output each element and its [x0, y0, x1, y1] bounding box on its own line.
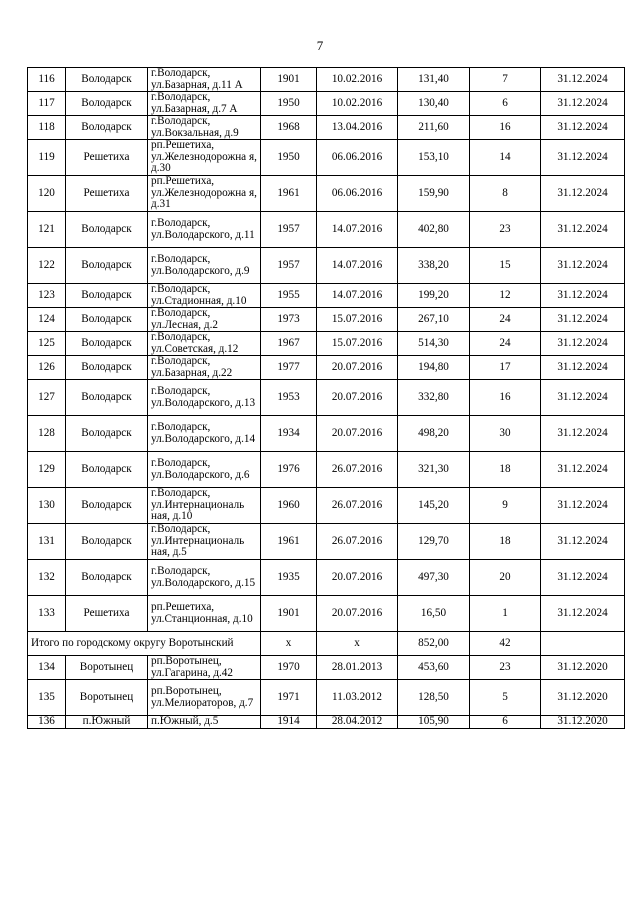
table-row	[28, 248, 625, 284]
total-deadline	[541, 632, 625, 656]
row-year: 1957	[261, 212, 317, 248]
row-area: 211,60	[398, 116, 470, 140]
row-residents: 24	[470, 332, 541, 356]
row-area: 131,40	[398, 68, 470, 92]
row-deadline: 31.12.2024	[541, 560, 625, 596]
total-date: х	[317, 632, 398, 656]
row-number: 118	[28, 116, 66, 140]
row-deadline: 31.12.2024	[541, 140, 625, 176]
row-deadline: 31.12.2024	[541, 212, 625, 248]
row-date: 13.04.2016	[317, 116, 398, 140]
row-locality: Володарск	[66, 332, 148, 356]
row-deadline: 31.12.2024	[541, 356, 625, 380]
row-area: 321,30	[398, 452, 470, 488]
row-address: г.Володарск, ул.Базарная, д.11 А	[148, 68, 261, 92]
row-deadline: 31.12.2024	[541, 596, 625, 632]
row-date: 28.01.2013	[317, 656, 398, 680]
row-year: 1967	[261, 332, 317, 356]
row-locality: Решетиха	[66, 140, 148, 176]
row-year: 1955	[261, 284, 317, 308]
row-number: 122	[28, 248, 66, 284]
row-residents: 6	[470, 716, 541, 729]
row-area: 332,80	[398, 380, 470, 416]
row-locality: Володарск	[66, 284, 148, 308]
table-row	[28, 416, 625, 452]
row-deadline: 31.12.2024	[541, 452, 625, 488]
row-address: рп.Решетиха, ул.Железнодорожна я, д.30	[148, 140, 261, 176]
row-address: п.Южный, д.5	[148, 716, 261, 729]
row-year: 1901	[261, 596, 317, 632]
row-locality: Володарск	[66, 452, 148, 488]
row-area: 199,20	[398, 284, 470, 308]
row-area: 128,50	[398, 680, 470, 716]
page-number: 7	[316, 38, 324, 53]
row-residents: 5	[470, 680, 541, 716]
row-deadline: 31.12.2024	[541, 116, 625, 140]
row-area: 402,80	[398, 212, 470, 248]
table-row	[28, 116, 625, 140]
row-deadline: 31.12.2024	[541, 488, 625, 524]
total-label: Итого по городскому округу Воротынский	[28, 632, 261, 656]
row-area: 267,10	[398, 308, 470, 332]
row-number: 136	[28, 716, 66, 729]
row-deadline: 31.12.2024	[541, 284, 625, 308]
row-number: 131	[28, 524, 66, 560]
row-date: 20.07.2016	[317, 380, 398, 416]
row-year: 1968	[261, 116, 317, 140]
row-address: г.Володарск, ул.Лесная, д.2	[148, 308, 261, 332]
row-year: 1950	[261, 92, 317, 116]
row-year: 1960	[261, 488, 317, 524]
row-residents: 16	[470, 380, 541, 416]
row-date: 14.07.2016	[317, 284, 398, 308]
row-date: 14.07.2016	[317, 212, 398, 248]
row-year: 1961	[261, 524, 317, 560]
row-number: 129	[28, 452, 66, 488]
row-locality: Воротынец	[66, 656, 148, 680]
row-number: 121	[28, 212, 66, 248]
table-row	[28, 656, 625, 680]
row-deadline: 31.12.2024	[541, 248, 625, 284]
row-year: 1953	[261, 380, 317, 416]
row-address: г.Володарск, ул.Володарского, д.14	[148, 416, 261, 452]
row-date: 06.06.2016	[317, 176, 398, 212]
row-residents: 7	[470, 68, 541, 92]
table-row	[28, 68, 625, 92]
row-locality: Решетиха	[66, 176, 148, 212]
row-date: 14.07.2016	[317, 248, 398, 284]
row-year: 1973	[261, 308, 317, 332]
row-locality: Володарск	[66, 68, 148, 92]
row-number: 133	[28, 596, 66, 632]
row-locality: Володарск	[66, 212, 148, 248]
table-row	[28, 212, 625, 248]
row-year: 1971	[261, 680, 317, 716]
row-number: 130	[28, 488, 66, 524]
row-deadline: 31.12.2020	[541, 680, 625, 716]
row-year: 1934	[261, 416, 317, 452]
table-total	[28, 632, 625, 656]
row-date: 10.02.2016	[317, 92, 398, 116]
row-date: 20.07.2016	[317, 560, 398, 596]
row-deadline: 31.12.2024	[541, 176, 625, 212]
row-residents: 9	[470, 488, 541, 524]
row-year: 1970	[261, 656, 317, 680]
row-address: рп.Воротынец, ул.Мелиораторов, д.7	[148, 680, 261, 716]
row-date: 20.07.2016	[317, 596, 398, 632]
row-deadline: 31.12.2024	[541, 332, 625, 356]
row-year: 1950	[261, 140, 317, 176]
row-address: г.Володарск, ул.Володарского, д.9	[148, 248, 261, 284]
row-area: 514,30	[398, 332, 470, 356]
row-area: 153,10	[398, 140, 470, 176]
housing-register-table	[27, 67, 625, 729]
row-number: 119	[28, 140, 66, 176]
row-address: г.Володарск, ул.Советская, д.12	[148, 332, 261, 356]
row-deadline: 31.12.2024	[541, 308, 625, 332]
row-address: г.Володарск, ул.Базарная, д.7 А	[148, 92, 261, 116]
row-residents: 18	[470, 452, 541, 488]
row-date: 26.07.2016	[317, 488, 398, 524]
row-number: 116	[28, 68, 66, 92]
row-deadline: 31.12.2024	[541, 92, 625, 116]
row-area: 453,60	[398, 656, 470, 680]
row-date: 06.06.2016	[317, 140, 398, 176]
table-row	[28, 524, 625, 560]
row-address: рп.Решетиха, ул.Железнодорожна я, д.31	[148, 176, 261, 212]
row-number: 135	[28, 680, 66, 716]
table-row	[28, 488, 625, 524]
row-deadline: 31.12.2024	[541, 380, 625, 416]
row-locality: Володарск	[66, 380, 148, 416]
row-number: 117	[28, 92, 66, 116]
row-locality: Воротынец	[66, 680, 148, 716]
row-year: 1914	[261, 716, 317, 729]
row-residents: 15	[470, 248, 541, 284]
row-area: 498,20	[398, 416, 470, 452]
row-residents: 14	[470, 140, 541, 176]
table-row	[28, 560, 625, 596]
table-body-main	[28, 68, 625, 632]
table-row	[28, 176, 625, 212]
row-deadline: 31.12.2020	[541, 656, 625, 680]
row-residents: 12	[470, 284, 541, 308]
table-body-secondary	[28, 656, 625, 729]
row-number: 124	[28, 308, 66, 332]
row-address: г.Володарск, ул.Стадионная, д.10	[148, 284, 261, 308]
row-area: 16,50	[398, 596, 470, 632]
row-locality: Решетиха	[66, 596, 148, 632]
row-locality: Володарск	[66, 308, 148, 332]
row-year: 1957	[261, 248, 317, 284]
row-number: 128	[28, 416, 66, 452]
row-area: 105,90	[398, 716, 470, 729]
row-number: 127	[28, 380, 66, 416]
row-area: 194,80	[398, 356, 470, 380]
row-locality: Володарск	[66, 560, 148, 596]
row-address: рп.Решетиха, ул.Станционная, д.10	[148, 596, 261, 632]
total-area: 852,00	[398, 632, 470, 656]
row-area: 129,70	[398, 524, 470, 560]
row-date: 20.07.2016	[317, 416, 398, 452]
row-residents: 20	[470, 560, 541, 596]
row-deadline: 31.12.2020	[541, 716, 625, 729]
table-row	[28, 140, 625, 176]
row-number: 132	[28, 560, 66, 596]
row-residents: 16	[470, 116, 541, 140]
row-address: г.Володарск, ул.Володарского, д.11	[148, 212, 261, 248]
table-row	[28, 452, 625, 488]
row-date: 28.04.2012	[317, 716, 398, 729]
row-deadline: 31.12.2024	[541, 68, 625, 92]
row-address: г.Володарск, ул.Володарского, д.6	[148, 452, 261, 488]
table-row	[28, 284, 625, 308]
row-area: 497,30	[398, 560, 470, 596]
row-address: г.Володарск, ул.Интернациональ ная, д.5	[148, 524, 261, 560]
row-address: г.Володарск, ул.Базарная, д.22	[148, 356, 261, 380]
row-residents: 24	[470, 308, 541, 332]
row-residents: 17	[470, 356, 541, 380]
row-number: 120	[28, 176, 66, 212]
row-residents: 6	[470, 92, 541, 116]
total-row	[28, 632, 625, 656]
row-area: 145,20	[398, 488, 470, 524]
row-area: 159,90	[398, 176, 470, 212]
row-residents: 23	[470, 212, 541, 248]
row-deadline: 31.12.2024	[541, 416, 625, 452]
table-row	[28, 680, 625, 716]
row-address: г.Володарск, ул.Вокзальная, д.9	[148, 116, 261, 140]
row-locality: Володарск	[66, 116, 148, 140]
table-row	[28, 596, 625, 632]
row-year: 1901	[261, 68, 317, 92]
row-residents: 8	[470, 176, 541, 212]
row-locality: Володарск	[66, 416, 148, 452]
row-date: 15.07.2016	[317, 308, 398, 332]
row-residents: 30	[470, 416, 541, 452]
row-date: 15.07.2016	[317, 332, 398, 356]
row-locality: Володарск	[66, 356, 148, 380]
table-row	[28, 356, 625, 380]
row-residents: 18	[470, 524, 541, 560]
total-count: 42	[470, 632, 541, 656]
row-number: 134	[28, 656, 66, 680]
row-date: 11.03.2012	[317, 680, 398, 716]
table-row	[28, 332, 625, 356]
row-date: 20.07.2016	[317, 356, 398, 380]
table-row	[28, 716, 625, 729]
row-number: 126	[28, 356, 66, 380]
row-date: 10.02.2016	[317, 68, 398, 92]
row-address: г.Володарск, ул.Интернациональ ная, д.10	[148, 488, 261, 524]
row-number: 125	[28, 332, 66, 356]
row-number: 123	[28, 284, 66, 308]
row-address: г.Володарск, ул.Володарского, д.13	[148, 380, 261, 416]
row-area: 130,40	[398, 92, 470, 116]
row-deadline: 31.12.2024	[541, 524, 625, 560]
row-locality: Володарск	[66, 488, 148, 524]
row-area: 338,20	[398, 248, 470, 284]
row-residents: 23	[470, 656, 541, 680]
row-date: 26.07.2016	[317, 524, 398, 560]
row-year: 1961	[261, 176, 317, 212]
row-locality: п.Южный	[66, 716, 148, 729]
row-year: 1976	[261, 452, 317, 488]
row-locality: Володарск	[66, 524, 148, 560]
row-address: рп.Воротынец, ул.Гагарина, д.42	[148, 656, 261, 680]
table-row	[28, 380, 625, 416]
row-date: 26.07.2016	[317, 452, 398, 488]
table-row	[28, 308, 625, 332]
row-residents: 1	[470, 596, 541, 632]
row-year: 1935	[261, 560, 317, 596]
total-year: х	[261, 632, 317, 656]
row-address: г.Володарск, ул.Володарского, д.15	[148, 560, 261, 596]
row-locality: Володарск	[66, 92, 148, 116]
row-locality: Володарск	[66, 248, 148, 284]
row-year: 1977	[261, 356, 317, 380]
table-row	[28, 92, 625, 116]
